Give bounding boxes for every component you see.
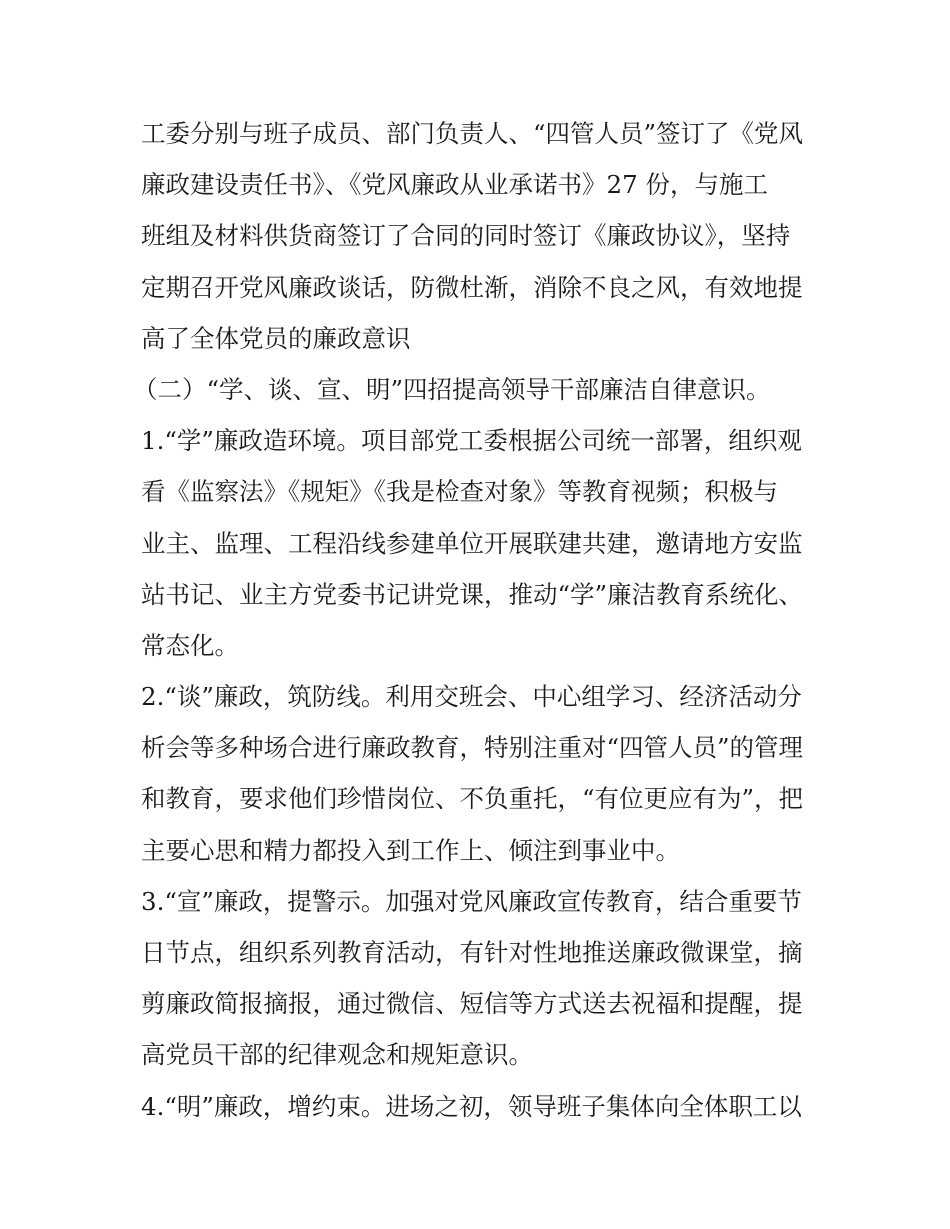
text-line: 高党员干部的纪律观念和规矩意识。 — [141, 1040, 533, 1070]
text-line: 定期召开党风廉政谈话，防微杜渐，消除不良之风，有效地提 — [141, 272, 803, 302]
text-line: 日节点，组织系列教育活动，有针对性地推送廉政微课堂，摘 — [141, 938, 803, 967]
text-line: 站书记、业主方党委书记讲党课，推动“学”廉洁教育系统化、 — [141, 579, 804, 609]
text-line: 1.“学”廉政造环境。项目部党工委根据公司统一部署，组织观 — [141, 426, 802, 456]
text-line: 常态化。 — [141, 630, 239, 660]
section-heading: （二）“学、谈、宣、明”四招提高领导干部廉洁自律意识。 — [133, 374, 771, 404]
text-line: 和教育，要求他们珍惜岗位、不负重托，“有位更应有为”，把 — [141, 784, 804, 814]
text-line: 3.“宣”廉政，提警示。加强对党风廉政宣传教育，结合重要节 — [141, 886, 802, 916]
text-line: 析会等多种场合进行廉政教育，特别注重对“四管人员”的管理 — [141, 733, 804, 763]
text-line: 廉政建设责任书》、《党风廉政从业承诺书》27 份，与施工 — [141, 170, 768, 200]
text-line: 工委分别与班子成员、部门负责人、“四管人员”签订了《党风 — [141, 119, 804, 148]
text-line: 剪廉政简报摘报，通过微信、短信等方式送去祝福和提醒，提 — [141, 989, 803, 1019]
text-line: 高了全体党员的廉政意识 — [141, 323, 411, 353]
body-text — [133, 108, 821, 1132]
text-line: 主要心思和精力都投入到工作上、倾注到事业中。 — [141, 835, 680, 865]
text-line: 看《监察法》《规矩》《我是检查对象》等教育视频；积极与 — [141, 477, 778, 507]
text-line: 4.“明”廉政，增约束。进场之初，领导班子集体向全体职工以 — [141, 1091, 802, 1121]
text-line: 2.“谈”廉政，筑防线。利用交班会、中心组学习、经济活动分 — [141, 682, 802, 712]
text-line: 班组及材料供货商签订了合同的同时签订《廉政协议》，坚持 — [141, 221, 791, 251]
text-line: 业主、监理、工程沿线参建单位开展联建共建，邀请地方安监 — [141, 528, 803, 558]
